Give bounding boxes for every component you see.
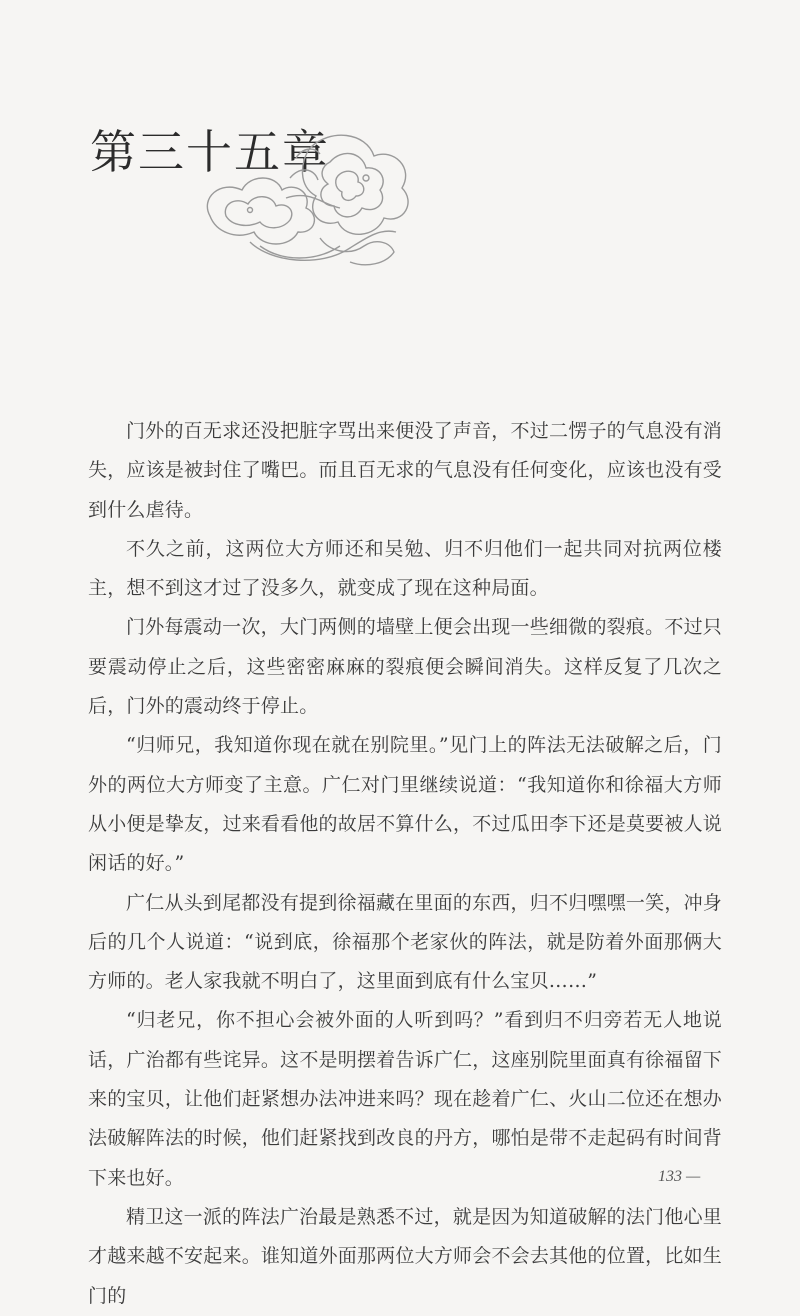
cloud-dragon-ornament-icon [190, 118, 420, 278]
paragraph: 不久之前，这两位大方师还和吴勉、归不归他们一起共同对抗两位楼主，想不到这才过了没多久，就变成了现在这种局面。 [88, 537, 722, 600]
paragraph: 广仁从头到尾都没有提到徐福藏在里面的东西，归不归嘿嘿一笑，冲身后的几个人说道：“说到底，徐福那个老家伙的阵法，就是防着外面那俩大方师的。老人家我就不明白了，这里面到底有什么宝贝……” [88, 891, 722, 993]
paragraph: 门外每震动一次，大门两侧的墙壁上便会出现一些细微的裂痕。不过只要震动停止之后，这些密密麻麻的裂痕便会瞬间消失。这样反复了几次之后，门外的震动终于停止。 [88, 616, 722, 718]
chapter-body [88, 412, 722, 1316]
paragraph: “归师兄，我知道你现在就在别院里。”见门上的阵法无法破解之后，门外的两位大方师变了主意。广仁对门里继续说道：“我知道你和徐福大方师从小便是挚友，过来看看他的故居不算什么，不过瓜田李下还是莫要被人说闲话的好。” [88, 734, 722, 875]
paragraph: 精卫这一派的阵法广治最是熟悉不过，就是因为知道破解的法门他心里才越来越不安起来。谁知道外面那两位大方师会不会去其他的位置，比如生门的 [88, 1205, 722, 1307]
paragraph: 门外的百无求还没把脏字骂出来便没了声音，不过二愣子的气息没有消失，应该是被封住了嘴巴。而且百无求的气息没有任何变化，应该也没有受到什么虐待。 [88, 420, 722, 521]
paragraph: “归老兄，你不担心会被外面的人听到吗？”看到归不归旁若无人地说话，广治都有些诧异。这不是明摆着告诉广仁，这座别院里面真有徐福留下来的宝贝，让他们赶紧想办法冲进来吗？现在趁着广仁、火山二位还在想办法破解阵法的时候，他们赶紧找到改良的丹方，哪怕是带不走起码有时间背下来也好。 [88, 1009, 722, 1189]
chapter-title: 第三十五章 [90, 125, 330, 179]
page-number: 133 — [658, 1168, 701, 1185]
